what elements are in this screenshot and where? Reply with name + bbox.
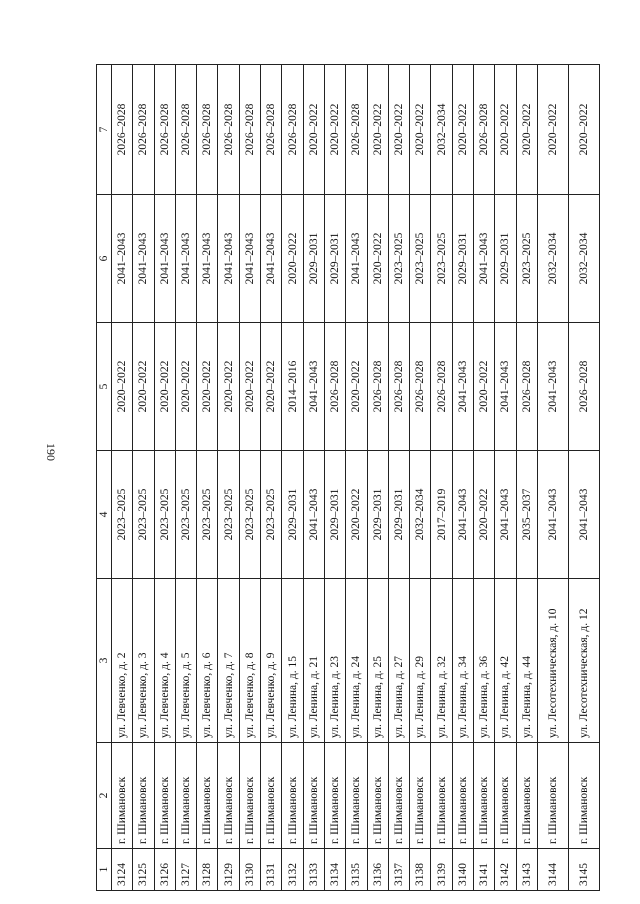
table-cell-col-5: 2020–2022 bbox=[197, 323, 218, 451]
table-cell-col-5: 2020–2022 bbox=[133, 323, 154, 451]
table-cell-col-4: 2023–2025 bbox=[261, 451, 282, 579]
table-cell-col-3: ул. Левченко, д. 3 bbox=[133, 579, 154, 743]
table-cell-col-3: ул. Ленина, д. 42 bbox=[495, 579, 516, 743]
table-cell-col-5: 2026–2028 bbox=[388, 323, 409, 451]
table-cell-col-6: 2041–2043 bbox=[239, 195, 260, 323]
table-row bbox=[282, 65, 303, 891]
table-cell-col-4: 2023–2025 bbox=[112, 451, 133, 579]
table-cell-col-5: 2020–2022 bbox=[346, 323, 367, 451]
rotated-table-container bbox=[96, 65, 600, 891]
table-cell-col-3: ул. Ленина, д. 21 bbox=[303, 579, 324, 743]
table-cell-col-1: 3137 bbox=[388, 849, 409, 891]
table-cell-col-3: ул. Ленина, д. 15 bbox=[282, 579, 303, 743]
table-row bbox=[474, 65, 495, 891]
table-cell-col-7: 2026–2028 bbox=[197, 65, 218, 195]
table-cell-col-7: 2032–2034 bbox=[431, 65, 452, 195]
table-row bbox=[516, 65, 537, 891]
table-cell-col-7: 2026–2028 bbox=[154, 65, 175, 195]
table-cell-col-5: 2041–2043 bbox=[538, 323, 569, 451]
table-row bbox=[154, 65, 175, 891]
table-cell-col-7: 2020–2022 bbox=[324, 65, 345, 195]
table-cell-col-3: ул. Левченко, д. 6 bbox=[197, 579, 218, 743]
table-cell-col-6: 2023–2025 bbox=[431, 195, 452, 323]
table-cell-col-2: г. Шимановск bbox=[367, 743, 388, 849]
table-row bbox=[452, 65, 473, 891]
table-cell-col-7: 2020–2022 bbox=[410, 65, 431, 195]
table-cell-col-3: ул. Левченко, д. 2 bbox=[112, 579, 133, 743]
table-cell-col-7: 2026–2028 bbox=[282, 65, 303, 195]
table-cell-col-4: 2041–2043 bbox=[538, 451, 569, 579]
table-cell-col-7: 2020–2022 bbox=[303, 65, 324, 195]
table-row bbox=[197, 65, 218, 891]
table-cell-col-3: ул. Левченко, д. 7 bbox=[218, 579, 239, 743]
table-row bbox=[324, 65, 345, 891]
table-cell-col-4: 2041–2043 bbox=[569, 451, 600, 579]
table-cell-col-1: 3143 bbox=[516, 849, 537, 891]
table-cell-col-1: 3130 bbox=[239, 849, 260, 891]
table-cell-col-1: 3134 bbox=[324, 849, 345, 891]
table-cell-col-3: ул. Левченко, д. 8 bbox=[239, 579, 260, 743]
table-cell-col-2: г. Шимановск bbox=[175, 743, 196, 849]
table-cell-col-5: 2026–2028 bbox=[367, 323, 388, 451]
table-cell-col-1: 3136 bbox=[367, 849, 388, 891]
table-cell-col-2: г. Шимановск bbox=[197, 743, 218, 849]
table-cell-col-3: ул. Лесотехническая, д. 12 bbox=[569, 579, 600, 743]
table-cell-col-3: ул. Ленина, д. 23 bbox=[324, 579, 345, 743]
table-cell-col-2: г. Шимановск bbox=[516, 743, 537, 849]
table-cell-col-2: г. Шимановск bbox=[218, 743, 239, 849]
table-cell-col-6: 2041–2043 bbox=[154, 195, 175, 323]
column-header-7: 7 bbox=[97, 65, 112, 195]
table-cell-col-7: 2020–2022 bbox=[388, 65, 409, 195]
table-cell-col-4: 2032–2034 bbox=[410, 451, 431, 579]
table-cell-col-6: 2041–2043 bbox=[474, 195, 495, 323]
table-cell-col-6: 2032–2034 bbox=[538, 195, 569, 323]
table-cell-col-7: 2026–2028 bbox=[112, 65, 133, 195]
table-cell-col-5: 2020–2022 bbox=[112, 323, 133, 451]
schedule-table bbox=[96, 64, 600, 891]
table-row bbox=[431, 65, 452, 891]
column-header-4: 4 bbox=[97, 451, 112, 579]
table-cell-col-1: 3132 bbox=[282, 849, 303, 891]
table-header bbox=[97, 65, 112, 891]
table-cell-col-2: г. Шимановск bbox=[261, 743, 282, 849]
table-cell-col-5: 2020–2022 bbox=[175, 323, 196, 451]
table-cell-col-2: г. Шимановск bbox=[303, 743, 324, 849]
table-cell-col-3: ул. Левченко, д. 4 bbox=[154, 579, 175, 743]
table-row bbox=[239, 65, 260, 891]
table-cell-col-7: 2020–2022 bbox=[569, 65, 600, 195]
table-cell-col-3: ул. Ленина, д. 29 bbox=[410, 579, 431, 743]
table-row bbox=[569, 65, 600, 891]
table-cell-col-7: 2020–2022 bbox=[538, 65, 569, 195]
table-cell-col-5: 2020–2022 bbox=[261, 323, 282, 451]
table-cell-col-5: 2041–2043 bbox=[452, 323, 473, 451]
table-cell-col-2: г. Шимановск bbox=[346, 743, 367, 849]
table-cell-col-4: 2041–2043 bbox=[495, 451, 516, 579]
table-cell-col-2: г. Шимановск bbox=[282, 743, 303, 849]
table-cell-col-5: 2020–2022 bbox=[154, 323, 175, 451]
table-cell-col-2: г. Шимановск bbox=[538, 743, 569, 849]
table-cell-col-5: 2026–2028 bbox=[410, 323, 431, 451]
table-cell-col-3: ул. Ленина, д. 36 bbox=[474, 579, 495, 743]
table-cell-col-2: г. Шимановск bbox=[495, 743, 516, 849]
table-cell-col-2: г. Шимановск bbox=[112, 743, 133, 849]
table-row bbox=[218, 65, 239, 891]
table-cell-col-4: 2023–2025 bbox=[197, 451, 218, 579]
table-cell-col-1: 3135 bbox=[346, 849, 367, 891]
table-cell-col-1: 3141 bbox=[474, 849, 495, 891]
table-cell-col-1: 3125 bbox=[133, 849, 154, 891]
table-cell-col-3: ул. Ленина, д. 27 bbox=[388, 579, 409, 743]
table-cell-col-2: г. Шимановск bbox=[324, 743, 345, 849]
table-cell-col-3: ул. Ленина, д. 34 bbox=[452, 579, 473, 743]
table-row bbox=[388, 65, 409, 891]
table-cell-col-2: г. Шимановск bbox=[239, 743, 260, 849]
table-cell-col-7: 2026–2028 bbox=[239, 65, 260, 195]
table-row bbox=[495, 65, 516, 891]
table-row bbox=[303, 65, 324, 891]
table-cell-col-6: 2029–2031 bbox=[303, 195, 324, 323]
table-cell-col-1: 3124 bbox=[112, 849, 133, 891]
table-cell-col-5: 2020–2022 bbox=[474, 323, 495, 451]
table-cell-col-5: 2014–2016 bbox=[282, 323, 303, 451]
table-cell-col-2: г. Шимановск bbox=[154, 743, 175, 849]
table-row bbox=[367, 65, 388, 891]
column-header-1: 1 bbox=[97, 849, 112, 891]
column-header-3: 3 bbox=[97, 579, 112, 743]
table-cell-col-4: 2023–2025 bbox=[175, 451, 196, 579]
table-cell-col-5: 2020–2022 bbox=[218, 323, 239, 451]
column-header-6: 6 bbox=[97, 195, 112, 323]
table-cell-col-7: 2020–2022 bbox=[367, 65, 388, 195]
table-cell-col-1: 3131 bbox=[261, 849, 282, 891]
table-cell-col-1: 3139 bbox=[431, 849, 452, 891]
table-cell-col-6: 2041–2043 bbox=[197, 195, 218, 323]
table-cell-col-3: ул. Ленина, д. 44 bbox=[516, 579, 537, 743]
header-row bbox=[97, 65, 112, 891]
table-row bbox=[261, 65, 282, 891]
table-cell-col-2: г. Шимановск bbox=[569, 743, 600, 849]
table-cell-col-4: 2029–2031 bbox=[367, 451, 388, 579]
table-cell-col-5: 2041–2043 bbox=[303, 323, 324, 451]
table-cell-col-1: 3126 bbox=[154, 849, 175, 891]
table-cell-col-3: ул. Лесотехническая, д. 10 bbox=[538, 579, 569, 743]
table-cell-col-7: 2026–2028 bbox=[474, 65, 495, 195]
table-cell-col-7: 2020–2022 bbox=[516, 65, 537, 195]
table-cell-col-7: 2026–2028 bbox=[133, 65, 154, 195]
table-cell-col-1: 3128 bbox=[197, 849, 218, 891]
table-cell-col-1: 3142 bbox=[495, 849, 516, 891]
table-cell-col-7: 2026–2028 bbox=[218, 65, 239, 195]
table-cell-col-7: 2020–2022 bbox=[495, 65, 516, 195]
table-cell-col-6: 2029–2031 bbox=[452, 195, 473, 323]
table-cell-col-1: 3144 bbox=[538, 849, 569, 891]
table-cell-col-6: 2041–2043 bbox=[346, 195, 367, 323]
column-header-5: 5 bbox=[97, 323, 112, 451]
table-cell-col-2: г. Шимановск bbox=[452, 743, 473, 849]
table-body bbox=[112, 65, 600, 891]
table-cell-col-1: 3140 bbox=[452, 849, 473, 891]
table-cell-col-4: 2035–2037 bbox=[516, 451, 537, 579]
table-cell-col-6: 2041–2043 bbox=[112, 195, 133, 323]
table-cell-col-6: 2023–2025 bbox=[410, 195, 431, 323]
table-cell-col-4: 2023–2025 bbox=[154, 451, 175, 579]
table-cell-col-3: ул. Ленина, д. 32 bbox=[431, 579, 452, 743]
table-cell-col-3: ул. Левченко, д. 9 bbox=[261, 579, 282, 743]
table-row bbox=[175, 65, 196, 891]
table-cell-col-6: 2023–2025 bbox=[388, 195, 409, 323]
table-cell-col-2: г. Шимановск bbox=[431, 743, 452, 849]
column-header-2: 2 bbox=[97, 743, 112, 849]
table-cell-col-2: г. Шимановск bbox=[388, 743, 409, 849]
table-cell-col-4: 2023–2025 bbox=[239, 451, 260, 579]
table-row bbox=[410, 65, 431, 891]
table-cell-col-6: 2029–2031 bbox=[495, 195, 516, 323]
table-cell-col-1: 3138 bbox=[410, 849, 431, 891]
table-cell-col-4: 2041–2043 bbox=[452, 451, 473, 579]
table-cell-col-1: 3145 bbox=[569, 849, 600, 891]
table-cell-col-5: 2041–2043 bbox=[495, 323, 516, 451]
table-cell-col-6: 2020–2022 bbox=[367, 195, 388, 323]
table-cell-col-6: 2032–2034 bbox=[569, 195, 600, 323]
table-cell-col-2: г. Шимановск bbox=[410, 743, 431, 849]
table-row bbox=[538, 65, 569, 891]
table-cell-col-6: 2023–2025 bbox=[516, 195, 537, 323]
table-row bbox=[133, 65, 154, 891]
table-cell-col-7: 2026–2028 bbox=[261, 65, 282, 195]
page-number: 190 bbox=[44, 443, 58, 461]
table-cell-col-7: 2026–2028 bbox=[175, 65, 196, 195]
table-cell-col-2: г. Шимановск bbox=[133, 743, 154, 849]
table-cell-col-5: 2026–2028 bbox=[569, 323, 600, 451]
table-cell-col-4: 2020–2022 bbox=[346, 451, 367, 579]
table-cell-col-4: 2029–2031 bbox=[324, 451, 345, 579]
table-cell-col-1: 3129 bbox=[218, 849, 239, 891]
table-cell-col-4: 2017–2019 bbox=[431, 451, 452, 579]
table-cell-col-6: 2041–2043 bbox=[218, 195, 239, 323]
table-cell-col-4: 2041–2043 bbox=[303, 451, 324, 579]
table-cell-col-6: 2041–2043 bbox=[175, 195, 196, 323]
table-cell-col-6: 2041–2043 bbox=[133, 195, 154, 323]
table-row bbox=[112, 65, 133, 891]
table-cell-col-4: 2029–2031 bbox=[388, 451, 409, 579]
table-cell-col-5: 2026–2028 bbox=[324, 323, 345, 451]
table-cell-col-6: 2029–2031 bbox=[324, 195, 345, 323]
table-cell-col-7: 2026–2028 bbox=[346, 65, 367, 195]
table-cell-col-5: 2026–2028 bbox=[516, 323, 537, 451]
table-cell-col-7: 2020–2022 bbox=[452, 65, 473, 195]
table-cell-col-4: 2023–2025 bbox=[218, 451, 239, 579]
table-cell-col-6: 2020–2022 bbox=[282, 195, 303, 323]
table-row bbox=[346, 65, 367, 891]
table-cell-col-1: 3133 bbox=[303, 849, 324, 891]
table-cell-col-6: 2041–2043 bbox=[261, 195, 282, 323]
table-cell-col-1: 3127 bbox=[175, 849, 196, 891]
table-cell-col-5: 2020–2022 bbox=[239, 323, 260, 451]
table-cell-col-3: ул. Левченко, д. 5 bbox=[175, 579, 196, 743]
table-cell-col-3: ул. Ленина, д. 24 bbox=[346, 579, 367, 743]
table-cell-col-3: ул. Ленина, д. 25 bbox=[367, 579, 388, 743]
table-cell-col-4: 2029–2031 bbox=[282, 451, 303, 579]
table-cell-col-5: 2026–2028 bbox=[431, 323, 452, 451]
table-cell-col-2: г. Шимановск bbox=[474, 743, 495, 849]
table-cell-col-4: 2020–2022 bbox=[474, 451, 495, 579]
table-cell-col-4: 2023–2025 bbox=[133, 451, 154, 579]
